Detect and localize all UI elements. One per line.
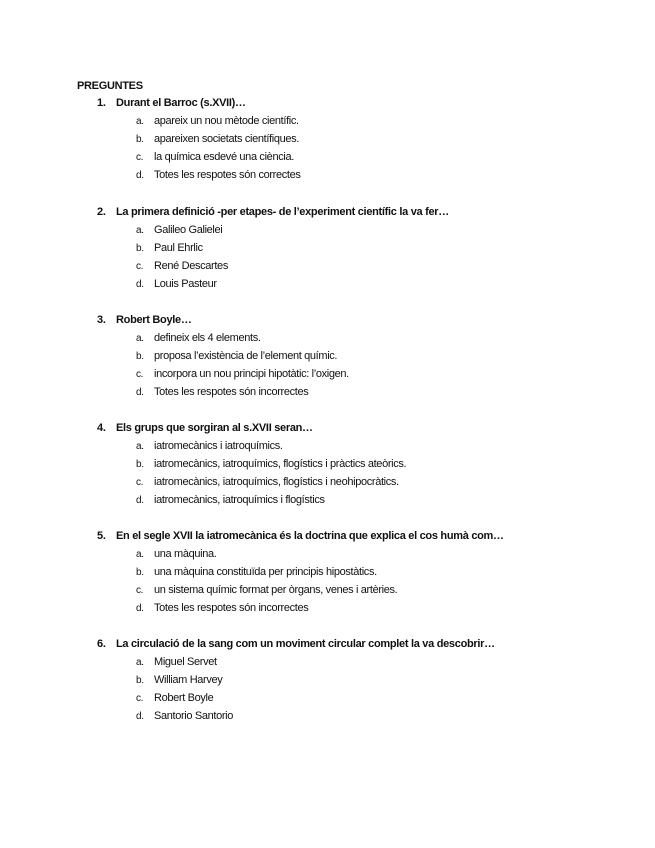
answer-option (136, 257, 228, 275)
option-letter: c. (136, 261, 144, 272)
option-text: Robert Boyle (154, 692, 214, 704)
option-letter: d. (136, 279, 144, 290)
question-number: 1. (97, 97, 106, 109)
answer-option (136, 455, 406, 473)
question-text (97, 635, 495, 653)
option-text: Paul Ehrlic (154, 242, 203, 254)
option-text: Totes les respotes són correctes (154, 169, 301, 181)
section-heading: PREGUNTES (77, 80, 143, 92)
option-text: incorpora un nou principi hipotàtic: l’oxigen. (154, 368, 349, 380)
option-text: Santorio Santorio (154, 710, 234, 722)
option-letter: b. (136, 567, 144, 578)
answer-option (136, 491, 325, 509)
question-number: 6. (97, 638, 106, 650)
question-text (97, 419, 313, 437)
question-text (97, 527, 504, 545)
answer-option (136, 221, 222, 239)
option-text: Galileo Galielei (154, 224, 223, 236)
option-letter: d. (136, 603, 144, 614)
option-text: William Harvey (154, 674, 223, 686)
option-letter: d. (136, 495, 144, 506)
question-number: 5. (97, 530, 106, 542)
option-letter: c. (136, 477, 144, 488)
answer-option (136, 581, 397, 599)
answer-option (136, 707, 233, 725)
option-text: iatromecànics, iatroquímics, flogístics i pràctics ateòrics. (154, 458, 407, 470)
option-letter: a. (136, 657, 144, 668)
question-label: Robert Boyle… (116, 314, 192, 326)
option-letter: c. (136, 369, 144, 380)
option-text: defineix els 4 elements. (154, 332, 261, 344)
answer-option (136, 347, 337, 365)
option-text: Totes les respotes són incorrectes (154, 386, 309, 398)
answer-option (136, 148, 294, 166)
option-text: la química esdevé una ciència. (154, 151, 294, 163)
option-text: Louis Pasteur (154, 278, 217, 290)
option-letter: b. (136, 243, 144, 254)
option-text: iatromecànics, iatroquímics i flogístics (154, 494, 325, 506)
question-number: 2. (97, 206, 106, 218)
answer-option (136, 329, 261, 347)
option-letter: c. (136, 152, 144, 163)
option-letter: a. (136, 333, 144, 344)
answer-option (136, 166, 301, 184)
question-text (97, 203, 449, 221)
answer-option (136, 130, 299, 148)
question-number: 3. (97, 314, 106, 326)
option-letter: a. (136, 549, 144, 560)
option-text: René Descartes (154, 260, 228, 272)
answer-option (136, 275, 217, 293)
question-label: Durant el Barroc (s.XVII)… (116, 97, 246, 109)
option-letter: b. (136, 459, 144, 470)
answer-option (136, 545, 216, 563)
option-text: una màquina. (154, 548, 217, 560)
answer-option (136, 473, 399, 491)
option-letter: d. (136, 387, 144, 398)
option-letter: d. (136, 711, 144, 722)
option-letter: b. (136, 134, 144, 145)
answer-option (136, 383, 308, 401)
option-text: Miguel Servet (154, 656, 217, 668)
answer-option (136, 689, 213, 707)
option-text: apareixen societats científiques. (154, 133, 299, 145)
question-label: La circulació de la sang com un moviment circular complet la va descobrir… (116, 638, 495, 650)
option-letter: c. (136, 693, 144, 704)
question-text (97, 311, 192, 329)
option-letter: a. (136, 441, 144, 452)
option-text: Totes les respotes són incorrectes (154, 602, 309, 614)
answer-option (136, 437, 283, 455)
answer-option (136, 563, 377, 581)
option-letter: a. (136, 225, 144, 236)
option-letter: b. (136, 351, 144, 362)
question-label: En el segle XVII la iatromecànica és la doctrina que explica el cos humà com… (116, 530, 504, 542)
option-text: apareix un nou mètode científic. (154, 115, 299, 127)
option-letter: b. (136, 675, 144, 686)
option-text: proposa l’existència de l’element químic. (154, 350, 338, 362)
answer-option (136, 239, 203, 257)
option-text: iatromecànics i iatroquímics. (154, 440, 283, 452)
answer-option (136, 365, 349, 383)
option-letter: d. (136, 170, 144, 181)
question-label: Els grups que sorgiran al s.XVII seran… (116, 422, 313, 434)
question-number: 4. (97, 422, 106, 434)
answer-option (136, 112, 299, 130)
question-text (97, 94, 246, 112)
answer-option (136, 671, 222, 689)
option-letter: c. (136, 585, 144, 596)
option-text: un sistema químic format per òrgans, venes i artèries. (154, 584, 398, 596)
option-letter: a. (136, 116, 144, 127)
option-text: iatromecànics, iatroquímics, flogístics i neohipocràtics. (154, 476, 399, 488)
option-text: una màquina constituïda per principis hipostàtics. (154, 566, 377, 578)
question-label: La primera definició -per etapes- de l’experiment científic la va fer… (116, 206, 449, 218)
answer-option (136, 653, 217, 671)
answer-option (136, 599, 308, 617)
